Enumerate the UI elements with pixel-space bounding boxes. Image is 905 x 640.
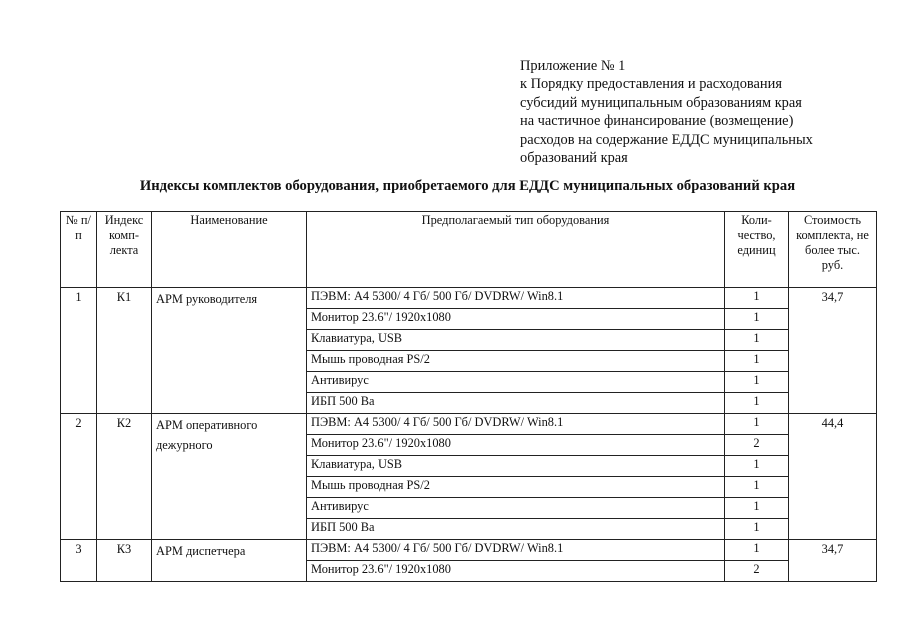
equipment-type-cell: ПЭВМ: A4 5300/ 4 Гб/ 500 Гб/ DVDRW/ Win8.1 [307,540,725,561]
equipment-type-cell: Мышь проводная PS/2 [307,351,725,372]
equipment-type-cell: Антивирус [307,498,725,519]
appendix-line: Приложение № 1 [520,58,626,74]
cost-cell: 34,7 [789,288,877,414]
quantity-cell: 1 [725,351,789,372]
equipment-type-cell: Клавиатура, USB [307,330,725,351]
quantity-cell: 1 [725,477,789,498]
quantity-cell: 2 [725,561,789,582]
equipment-type-cell: ПЭВМ: A4 5300/ 4 Гб/ 500 Гб/ DVDRW/ Win8.1 [307,288,725,309]
appendix-line: к Порядку предоставления и расходования [520,76,782,93]
quantity-cell: 2 [725,435,789,456]
equipment-type-cell: Антивирус [307,372,725,393]
cost-cell: 34,7 [789,540,877,582]
appendix-line: расходов на содержание ЕДДС муниципальных [520,131,813,148]
table-row [61,288,877,309]
row-name: АРМ диспетчера [152,540,307,582]
row-num: 1 [61,288,97,414]
equipment-type-cell: Монитор 23.6"/ 1920x1080 [307,435,725,456]
document-title: Индексы комплектов оборудования, приобретаемого для ЕДДС муниципальных образований края [139,178,796,194]
header-quantity: Коли-чество, единиц [725,212,789,288]
row-index: К2 [97,414,152,540]
row-index: К1 [97,288,152,414]
appendix-line: образований края [520,150,628,167]
header-index: Индекс комп-лекта [97,212,152,288]
table-row [61,414,877,435]
quantity-cell: 1 [725,414,789,435]
appendix-line: субсидий муниципальным образованиям края [520,94,802,111]
header-equipment-type: Предполагаемый тип оборудования [307,212,725,288]
equipment-type-cell: Монитор 23.6"/ 1920x1080 [307,561,725,582]
row-num: 2 [61,414,97,540]
equipment-table [60,211,877,582]
header-cost: Стоимость комплекта, не более тыс. руб. [789,212,877,288]
appendix-line: на частичное финансирование (возмещение) [520,113,794,130]
table-header-row [61,212,877,288]
row-index: К3 [97,540,152,582]
cost-cell: 44,4 [789,414,877,540]
table-row [61,540,877,561]
row-name: АРМ руководителя [152,288,307,414]
appendix-block [520,57,880,167]
equipment-type-cell: ИБП 500 Ва [307,519,725,540]
row-num: 3 [61,540,97,582]
quantity-cell: 1 [725,519,789,540]
quantity-cell: 1 [725,330,789,351]
row-name: АРМ оперативного дежурного [152,414,307,540]
quantity-cell: 1 [725,288,789,309]
header-num: № п/п [61,212,97,288]
quantity-cell: 1 [725,309,789,330]
equipment-type-cell: ИБП 500 Ва [307,393,725,414]
quantity-cell: 1 [725,372,789,393]
header-name: Наименование [152,212,307,288]
quantity-cell: 1 [725,498,789,519]
quantity-cell: 1 [725,540,789,561]
equipment-type-cell: ПЭВМ: A4 5300/ 4 Гб/ 500 Гб/ DVDRW/ Win8.1 [307,414,725,435]
quantity-cell: 1 [725,456,789,477]
quantity-cell: 1 [725,393,789,414]
equipment-type-cell: Клавиатура, USB [307,456,725,477]
equipment-type-cell: Мышь проводная PS/2 [307,477,725,498]
equipment-type-cell: Монитор 23.6"/ 1920x1080 [307,309,725,330]
